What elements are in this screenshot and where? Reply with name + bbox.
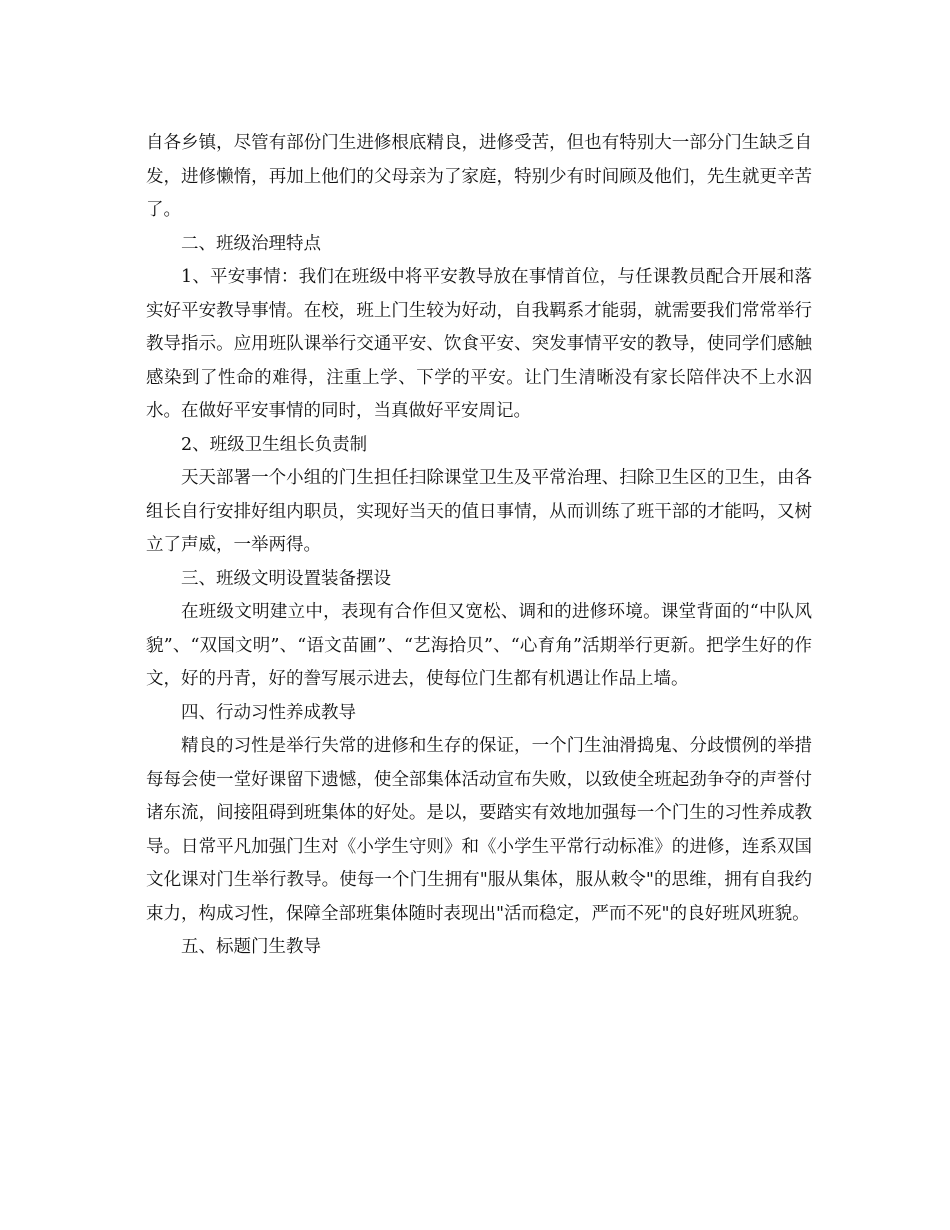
paragraph-class-culture: 在班级文明建立中，表现有合作但又宽松、调和的进修环境。课堂背面的“中队风貌”、“双国文明”、“语文苗圃”、“艺海拾贝”、“心育角”活期举行更新。把学生好的作文，好的丹青，好的誊写展示进去，使每位门生都有机遇让作品上墙。 <box>146 602 812 689</box>
document-body <box>146 127 812 965</box>
paragraph-habit-education: 精良的习性是举行失常的进修和生存的保证，一个门生油滑捣鬼、分歧惯例的举措每每会使一堂好课留下遗憾，使全部集体活动宣布失败，以致使全班起劲争夺的声誉付诸东流，间接阻碍到班集体的好处。是以，要踏实有效地加强每一个门生的习性养成教导。日常平凡加强门生对《小学生守则》和《小学生平常行动标准》的进修，连系双国文化课对门生举行教导。使每一个门生拥有"服从集体，服从敕令"的思维，拥有自我约束力，构成习性，保障全部班集体随时表现出"活而稳定，严而不死"的良好班风班貌。 <box>146 736 812 924</box>
paragraph-hygiene-duty: 天天部署一个小组的门生担任扫除课堂卫生及平常治理、扫除卫生区的卫生，由各组长自行安排好组内职员，实现好当天的值日事情，从而训练了班干部的才能吗，又树立了声威，一举两得。 <box>146 468 812 555</box>
section-heading-class-culture: 三、班级文明设置装备摆设 <box>181 568 391 589</box>
section-heading-habit-education: 四、行动习性养成教导 <box>181 702 356 723</box>
section-heading-problem-students: 五、标题门生教导 <box>181 937 321 957</box>
section-heading-class-management: 二、班级治理特点 <box>181 233 321 254</box>
paragraph-intro-continued: 自各乡镇，尽管有部份门生进修根底精良，进修受苦，但也有特别大一部分门生缺乏自发，进修懒惰，再加上他们的父母亲为了家庭，特别少有时间顾及他们，先生就更辛苦了。 <box>146 133 812 220</box>
section-heading-hygiene: 2、班级卫生组长负责制 <box>181 434 368 455</box>
paragraph-safety-work: 1、平安事情：我们在班级中将平安教导放在事情首位，与任课教员配合开展和落实好平安教导事情。在校，班上门生较为好动，自我羁系才能弱，就需要我们常常举行教导指示。应用班队课举行交通平安、饮食平安、突发事情平安的教导，使同学们感触感染到了性命的难得，注重上学、下学的平安。让门生清晰没有家长陪伴决不上水泅水。在做好平安事情的同时，当真做好平安周记。 <box>146 267 812 421</box>
